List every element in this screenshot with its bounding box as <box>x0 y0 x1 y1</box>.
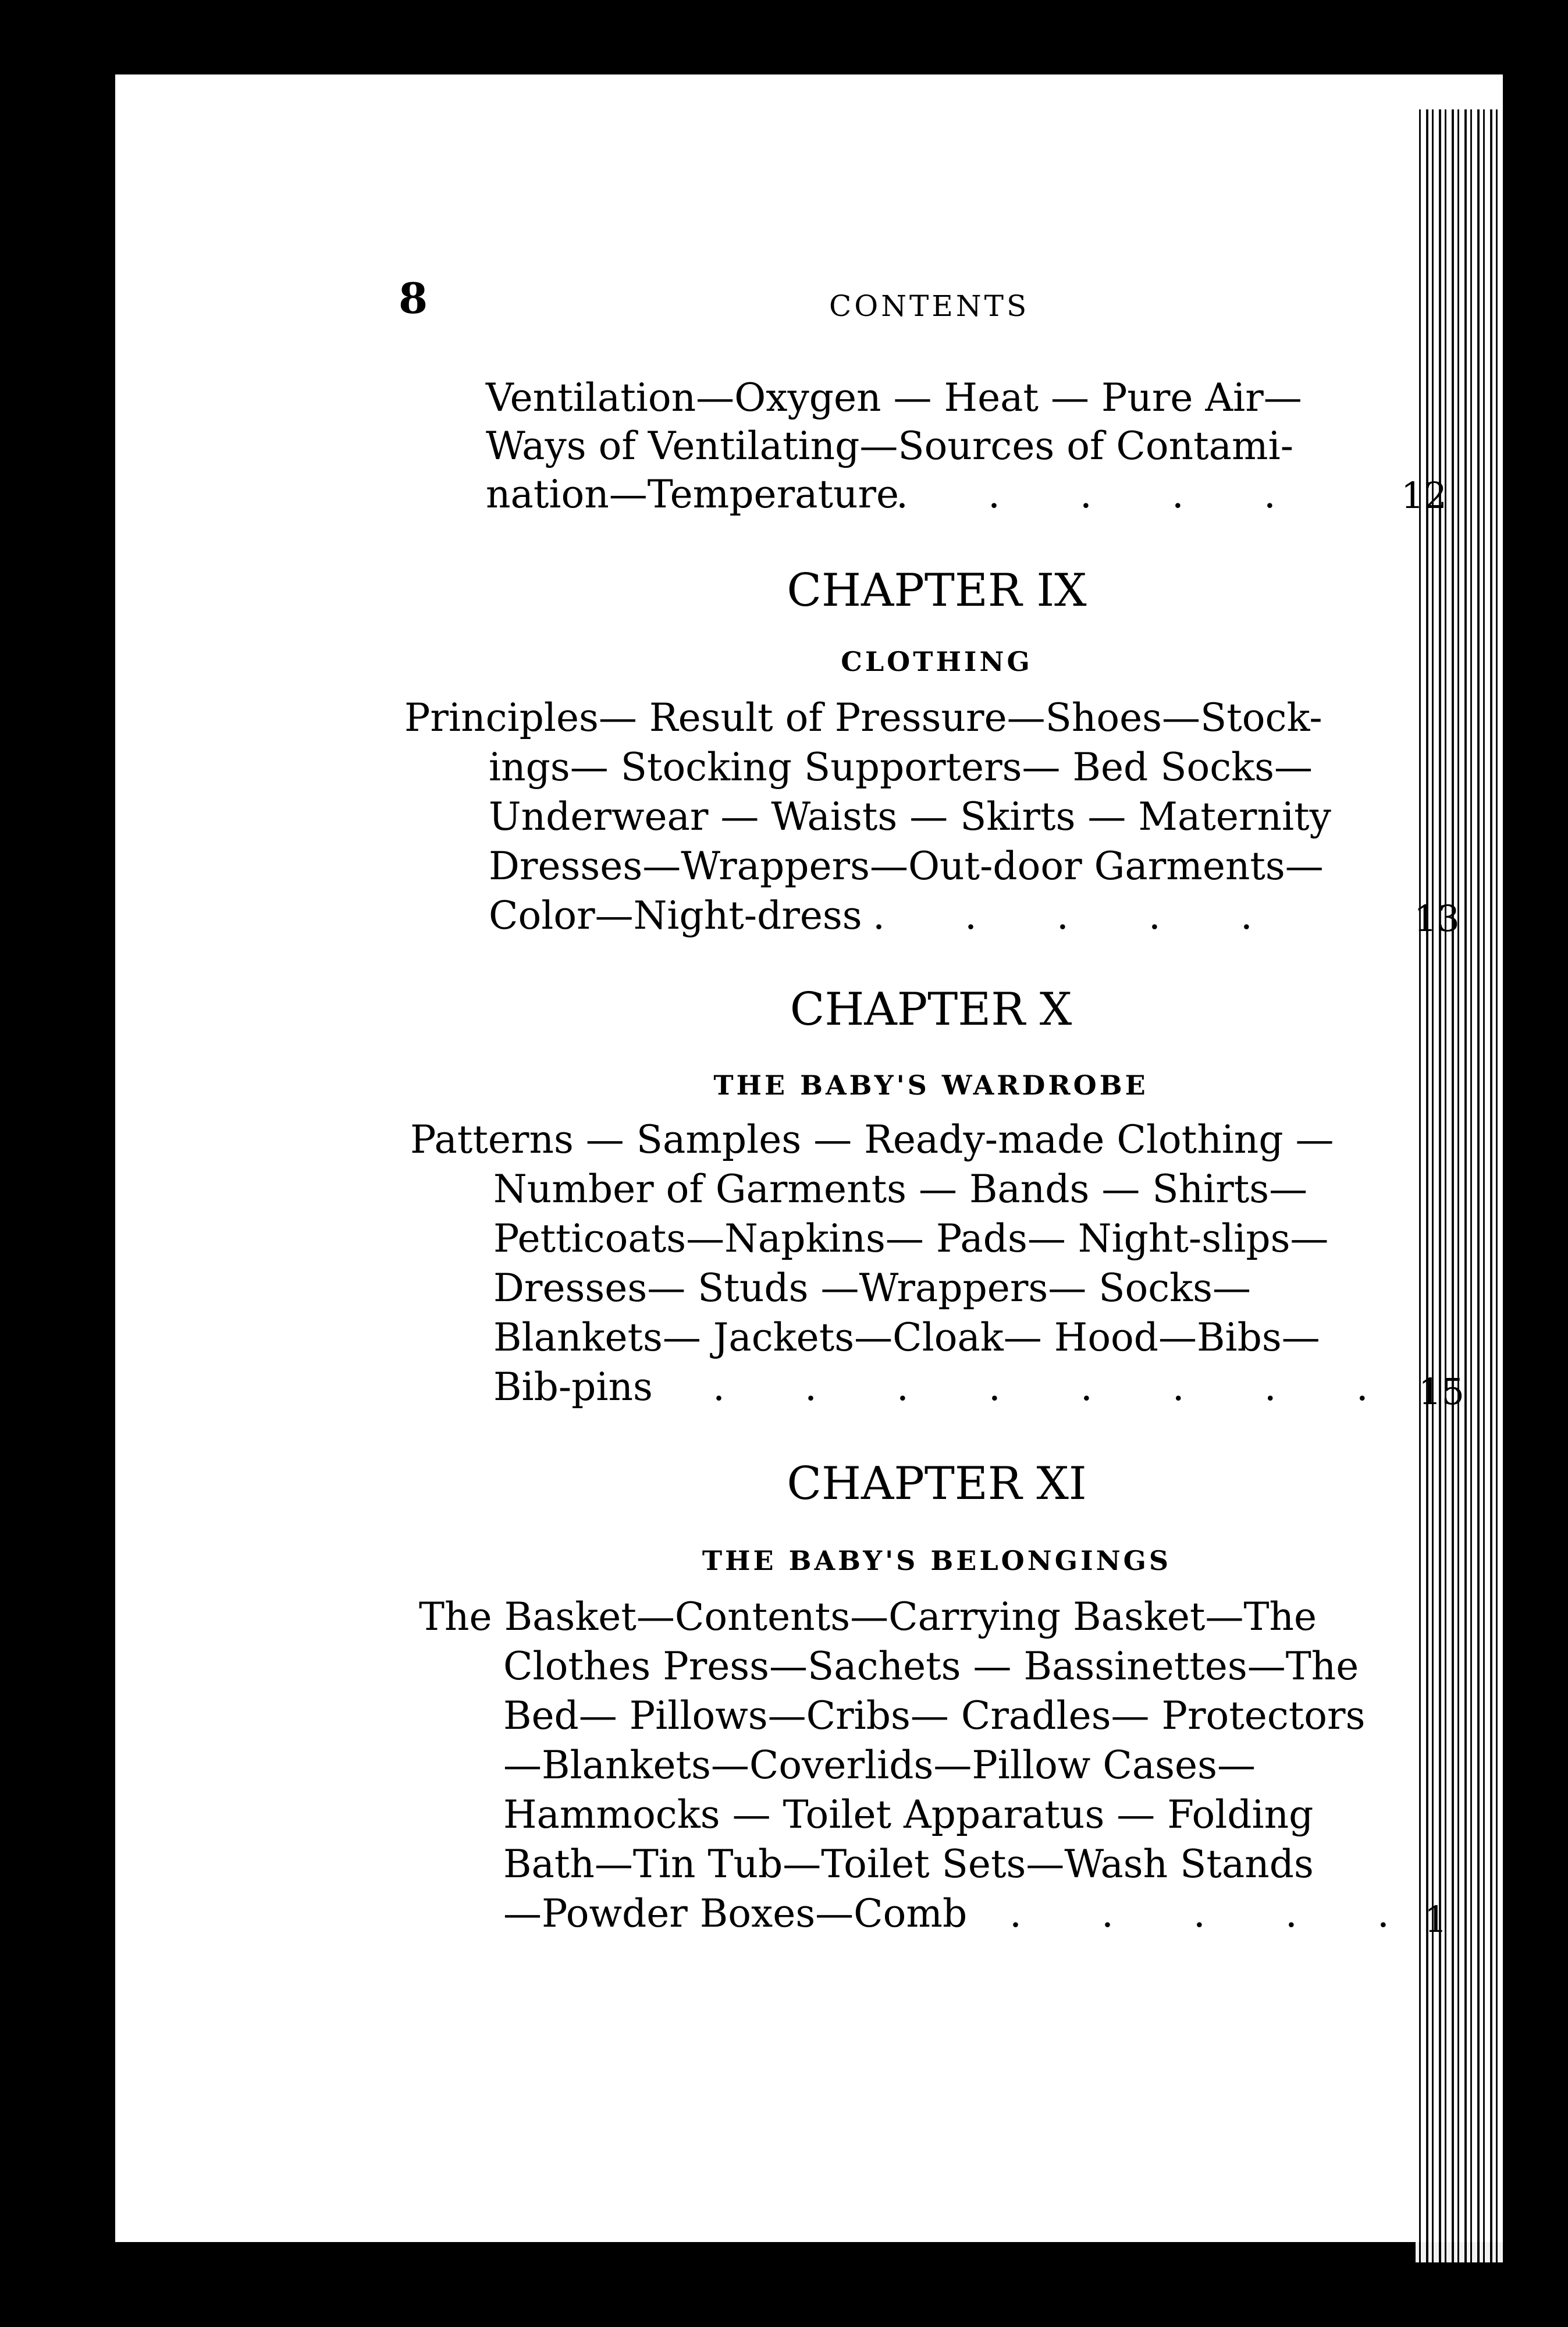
entry-line: Bed— Pillows—Cribs— Cradles— Protectors <box>503 1693 1366 1738</box>
chapter-heading: CHAPTER IX <box>787 564 1087 617</box>
leader-dots: . . . . . . . . <box>713 1365 1402 1409</box>
entry-line: Clothes Press—Sachets — Bassinettes—The <box>503 1644 1359 1689</box>
entry-line: Patterns — Samples — Ready-made Clothing — <box>410 1117 1334 1162</box>
entry-line: Dresses—Wrappers—Out-door Garments— <box>489 844 1324 889</box>
chapter-subtitle: THE BABY'S BELONGINGS <box>702 1545 1172 1576</box>
entry-line: Hammocks — Toilet Apparatus — Folding <box>503 1792 1314 1837</box>
entry-line: —Powder Boxes—Comb <box>503 1891 968 1936</box>
page-number: 8 <box>399 273 428 323</box>
entry-line: Color—Night-dress <box>489 893 862 938</box>
entry-line: Principles— Result of Pressure—Shoes—Stock- <box>404 695 1322 740</box>
chapter-heading: CHAPTER X <box>790 983 1072 1036</box>
leader-dots: . . . . . <box>896 472 1310 517</box>
page-reference: 12 <box>1401 474 1447 517</box>
entry-line: Ventilation—Oxygen — Heat — Pure Air— <box>486 375 1302 420</box>
entry-line: Ways of Ventilating—Sources of Contami- <box>486 424 1293 468</box>
entry-line: Bib-pins <box>493 1365 653 1409</box>
leader-dots: . . . . . <box>1009 1891 1423 1936</box>
entry-line: Petticoats—Napkins— Pads— Night-slips— <box>493 1216 1329 1261</box>
running-head: CONTENTS <box>829 289 1030 323</box>
entry-line: ings— Stocking Supporters— Bed Socks— <box>489 745 1313 790</box>
entry-line: —Blankets—Coverlids—Pillow Cases— <box>503 1743 1256 1788</box>
entry-line: Blankets— Jackets—Cloak— Hood—Bibs— <box>493 1315 1320 1360</box>
leader-dots: . . . . . <box>873 893 1286 938</box>
page-reference: 1 <box>1424 1898 1448 1941</box>
page-reference: 13 <box>1414 897 1460 940</box>
entry-line: Dresses— Studs —Wrappers— Socks— <box>493 1266 1251 1310</box>
entry-line: Bath—Tin Tub—Toilet Sets—Wash Stands <box>503 1842 1314 1887</box>
chapter-subtitle: THE BABY'S WARDROBE <box>713 1070 1149 1101</box>
chapter-subtitle: CLOTHING <box>841 646 1033 677</box>
entry-line: Underwear — Waists — Skirts — Maternity <box>489 794 1331 839</box>
entry-line: nation—Temperature <box>486 472 899 517</box>
chapter-heading: CHAPTER XI <box>787 1458 1087 1510</box>
page-reference: 15 <box>1418 1370 1464 1413</box>
entry-line: Number of Garments — Bands — Shirts— <box>493 1167 1308 1212</box>
entry-line: The Basket—Contents—Carrying Basket—The <box>419 1594 1317 1639</box>
